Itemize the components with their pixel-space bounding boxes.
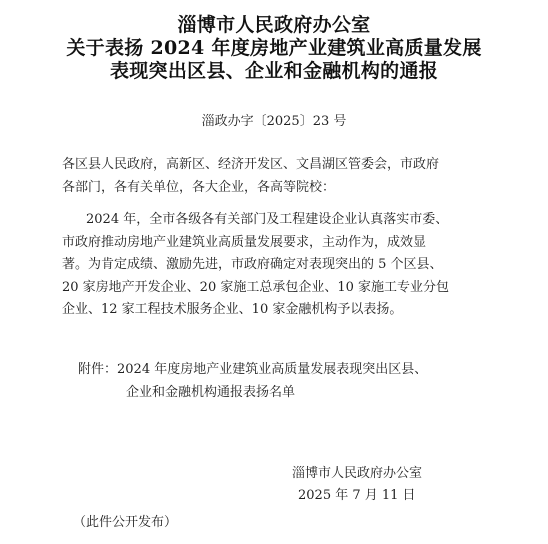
body-line-2: 市政府推动房地产业建筑业高质量发展要求，主动作为，成效显 [62, 234, 427, 250]
body-line-5: 企业、12 家工程技术服务企业、10 家金融机构予以表扬。 [62, 302, 403, 317]
body-line-4: 20 家房地产开发企业、20 家施工总承包企业、10 家施工专业分包 [62, 279, 450, 295]
public-release-note: （此件公开发布） [73, 515, 178, 530]
signature-org: 淄博市人民政府办公室 [292, 466, 423, 481]
title-line-2: 表现突出区县、企业和金融机构的通报 [109, 60, 439, 82]
document-number: 淄政办字〔2025〕23 号 [201, 114, 347, 129]
signature-block [292, 463, 422, 507]
body-line-1: 2024 年，全市各级各有关部门及工程建设企业认真落实市委、 [86, 212, 449, 227]
salutation-line-2: 各部门，各有关单位，各大企业，各高等院校： [62, 179, 336, 195]
attachment-note [78, 359, 427, 404]
issuer-title: 淄博市人民政府办公室 [177, 14, 371, 36]
body-paragraph [62, 209, 490, 322]
salutation [62, 154, 490, 199]
attachment-line-1: 附件：2024 年度房地产业建筑业高质量发展表现突出区县、 [78, 362, 428, 377]
title-line-1: 关于表扬 2024 年度房地产业建筑业高质量发展 [66, 37, 482, 59]
signature-date: 2025 年 7 月 11 日 [298, 488, 416, 503]
document-header [0, 14, 548, 83]
body-line-3: 著。为肯定成绩、激励先进，市政府确定对表现突出的 5 个区县、 [62, 257, 443, 272]
salutation-line-1: 各区县人民政府，高新区、经济开发区、文昌湖区管委会，市政府 [62, 157, 440, 172]
attachment-line-2: 企业和金融机构通报表扬名单 [126, 384, 296, 400]
